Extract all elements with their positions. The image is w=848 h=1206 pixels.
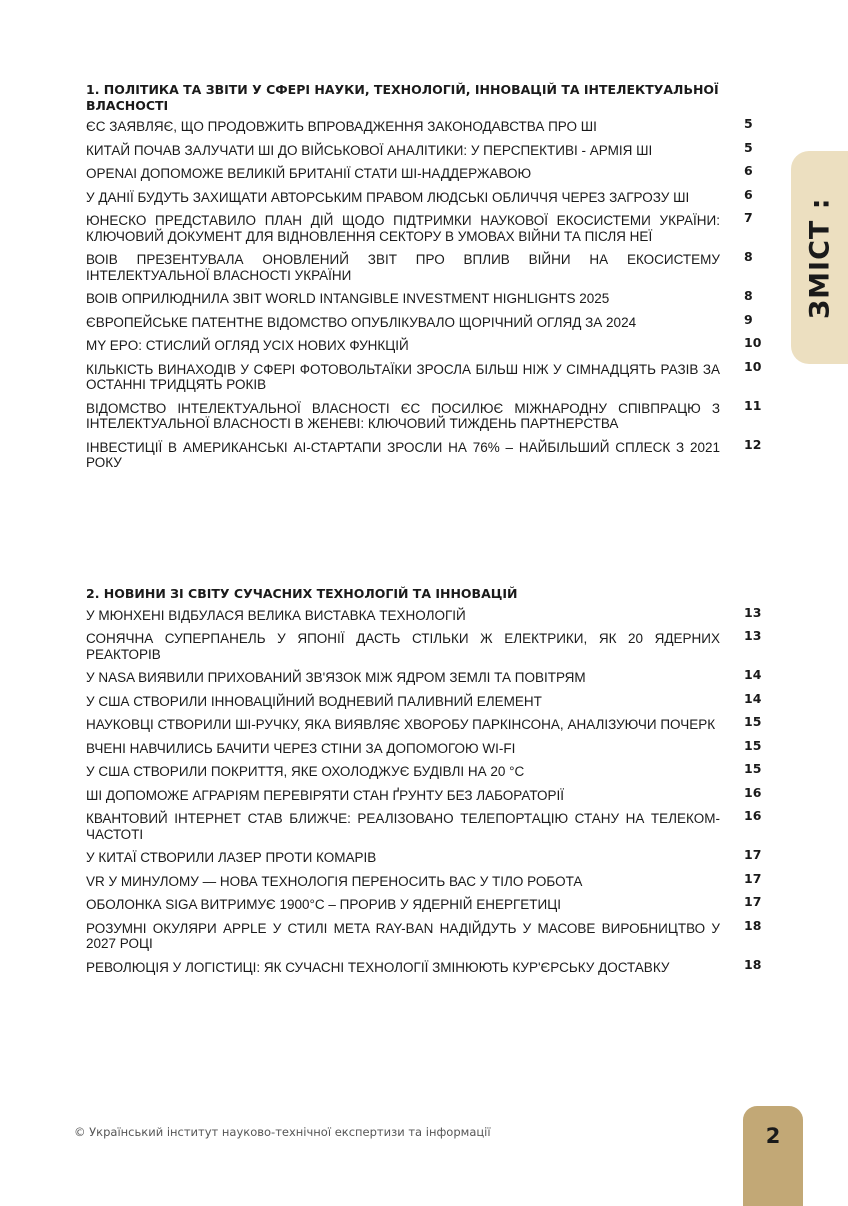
toc-entry-title[interactable]: У NASA ВИЯВИЛИ ПРИХОВАНИЙ ЗВ'ЯЗОК МІЖ ЯДРОМ ЗЕМЛІ ТА ПОВІТРЯМ <box>86 670 586 685</box>
toc-entry-title[interactable]: КВАНТОВИЙ ІНТЕРНЕТ СТАВ БЛИЖЧЕ: РЕАЛІЗОВАНО ТЕЛЕПОРТАЦІЮ СТАНУ НА ТЕЛЕКОМ-ЧАСТОТІ <box>86 811 720 842</box>
toc-entry[interactable] <box>86 210 762 244</box>
page-number-tab <box>743 1106 803 1206</box>
toc-entry-page-number[interactable]: 17 <box>744 847 762 862</box>
toc-entries <box>86 116 762 471</box>
toc-entry-title[interactable]: ВІДОМСТВО ІНТЕЛЕКТУАЛЬНОЇ ВЛАСНОСТІ ЄС ПОСИЛЮЄ МІЖНАРОДНУ СПІВПРАЦЮ З ІНТЕЛЕКТУАЛЬНОЇ ВЛАСНОСТІ В ЖЕНЕВІ: КЛЮЧОВИЙ ТИЖДЕНЬ ПАРТНЕРСТВА <box>86 400 720 431</box>
toc-entry-title[interactable]: ЄС ЗАЯВЛЯЄ, ЩО ПРОДОВЖИТЬ ВПРОВАДЖЕННЯ ЗАКОНОДАВСТВА ПРО ШІ <box>86 119 597 134</box>
toc-entry-page-number[interactable]: 17 <box>744 894 762 909</box>
toc-entry[interactable] <box>86 186 762 206</box>
toc-entry-page-number[interactable]: 10 <box>744 358 762 374</box>
toc-entry[interactable] <box>86 249 762 283</box>
toc-entry-title[interactable]: ВОІВ ОПРИЛЮДНИЛА ЗВІТ WORLD INTANGIBLE INVESTMENT HIGHLIGHTS 2025 <box>86 291 610 306</box>
toc-entry-title[interactable]: КІЛЬКІСТЬ ВИНАХОДІВ У СФЕРІ ФОТОВОЛЬТАЇКИ ЗРОСЛА БІЛЬШ НІЖ У СІМНАДЦЯТЬ РАЗІВ ЗА ОСТАННІ ТРИДЦЯТЬ РОКІВ <box>86 361 720 392</box>
toc-entry-title[interactable]: ОБОЛОНКА SIGA ВИТРИМУЄ 1900°C – ПРОРИВ У ЯДЕРНІЙ ЕНЕРГЕТИЦІ <box>86 897 561 912</box>
toc-entry-page-number[interactable]: 7 <box>744 210 753 225</box>
toc-entry-page-number[interactable]: 16 <box>744 808 762 823</box>
toc-entry[interactable] <box>86 667 762 686</box>
toc-entry[interactable] <box>86 163 762 182</box>
toc-entry[interactable] <box>86 847 762 866</box>
toc-entry-page-number[interactable]: 13 <box>744 628 762 643</box>
toc-entry[interactable] <box>86 628 762 662</box>
toc-entry-page-number[interactable]: 12 <box>744 436 762 452</box>
toc-entry-page-number[interactable]: 18 <box>744 917 762 933</box>
toc-entry[interactable] <box>86 894 762 913</box>
toc-entry-title[interactable]: КИТАЙ ПОЧАВ ЗАЛУЧАТИ ШІ ДО ВІЙСЬКОВОЇ АНАЛІТИКИ: У ПЕРСПЕКТИВІ - АРМІЯ ШІ <box>86 142 653 158</box>
section-title: 1. ПОЛІТИКА ТА ЗВІТИ У СФЕРІ НАУКИ, ТЕХНОЛОГІЙ, ІННОВАЦІЙ ТА ІНТЕЛЕКТУАЛЬНОЇ ВЛАСНОСТІ <box>86 82 719 113</box>
toc-entry-page-number[interactable]: 6 <box>744 186 753 202</box>
toc-entry-title[interactable]: ЮНЕСКО ПРЕДСТАВИЛО ПЛАН ДІЙ ЩОДО ПІДТРИМКИ НАУКОВОЇ ЕКОСИСТЕМИ УКРАЇНИ: КЛЮЧОВИЙ ДОКУМЕНТ ДЛЯ ВІДНОВЛЕННЯ СЕКТОРУ В УМОВАХ ВІЙНИ ТА ПІСЛЯ НЕЇ <box>86 213 720 244</box>
section-title: 2. НОВИНИ ЗІ СВІТУ СУЧАСНИХ ТЕХНОЛОГІЙ ТА ІННОВАЦІЙ <box>86 586 518 601</box>
toc-side-tab-label: ЗМІСТ : <box>804 197 836 319</box>
toc-entry-title[interactable]: У США СТВОРИЛИ ІННОВАЦІЙНИЙ ВОДНЕВИЙ ПАЛИВНИЙ ЕЛЕМЕНТ <box>86 693 542 709</box>
toc-entry[interactable] <box>86 436 762 471</box>
toc-entry[interactable] <box>86 690 762 710</box>
toc-entry-page-number[interactable]: 17 <box>744 870 762 886</box>
toc-entry[interactable] <box>86 358 762 393</box>
toc-entry-title[interactable]: ІНВЕСТИЦІЇ В АМЕРИКАНСЬКІ AI-СТАРТАПИ ЗРОСЛИ НА 76% – НАЙБІЛЬШИЙ СПЛЕСК З 2021 РОКУ <box>86 439 720 470</box>
toc-entry[interactable] <box>86 737 762 757</box>
toc-entry-title[interactable]: НАУКОВЦІ СТВОРИЛИ ШІ-РУЧКУ, ЯКА ВИЯВЛЯЄ ХВОРОБУ ПАРКІНСОНА, АНАЛІЗУЮЧИ ПОЧЕРК <box>86 717 716 732</box>
toc-entry-page-number[interactable]: 15 <box>744 761 762 776</box>
toc-entry-page-number[interactable]: 9 <box>744 311 753 327</box>
toc-entry-page-number[interactable]: 14 <box>744 667 762 682</box>
toc-entry-title[interactable]: СОНЯЧНА СУПЕРПАНЕЛЬ У ЯПОНІЇ ДАСТЬ СТІЛЬКИ Ж ЕЛЕКТРИКИ, ЯК 20 ЯДЕРНИХ РЕАКТОРІВ <box>86 631 720 662</box>
toc-entry-page-number[interactable]: 8 <box>744 249 753 264</box>
toc-entry[interactable] <box>86 761 762 780</box>
toc-entry[interactable] <box>86 956 762 976</box>
toc-entry[interactable] <box>86 808 762 842</box>
toc-entry-page-number[interactable]: 13 <box>744 604 762 620</box>
toc-entry-title[interactable]: VR У МИНУЛОМУ — НОВА ТЕХНОЛОГІЯ ПЕРЕНОСИТЬ ВАС У ТІЛО РОБОТА <box>86 873 583 889</box>
toc-entry[interactable] <box>86 917 762 952</box>
toc-entry-page-number[interactable]: 18 <box>744 956 762 972</box>
toc-entry-title[interactable]: У МЮНХЕНІ ВІДБУЛАСЯ ВЕЛИКА ВИСТАВКА ТЕХНОЛОГІЙ <box>86 607 466 623</box>
toc-entries <box>86 604 762 976</box>
toc-entry-page-number[interactable]: 15 <box>744 737 762 753</box>
toc-entry-title[interactable]: ВЧЕНІ НАВЧИЛИСЬ БАЧИТИ ЧЕРЕЗ СТІНИ ЗА ДОПОМОГОЮ WI-FI <box>86 740 516 756</box>
toc-entry-title[interactable]: РЕВОЛЮЦІЯ У ЛОГІСТИЦІ: ЯК СУЧАСНІ ТЕХНОЛОГІЇ ЗМІНЮЮТЬ КУР'ЄРСЬКУ ДОСТАВКУ <box>86 959 670 975</box>
toc-section-2 <box>86 586 762 983</box>
toc-entry-title[interactable]: У КИТАЇ СТВОРИЛИ ЛАЗЕР ПРОТИ КОМАРІВ <box>86 850 377 865</box>
toc-entry[interactable] <box>86 784 762 804</box>
toc-entry-title[interactable]: ШІ ДОПОМОЖЕ АГРАРІЯМ ПЕРЕВІРЯТИ СТАН ҐРУНТУ БЕЗ ЛАБОРАТОРІЇ <box>86 787 564 803</box>
toc-entry-page-number[interactable]: 5 <box>744 116 753 131</box>
toc-entry[interactable] <box>86 714 762 733</box>
toc-entry[interactable] <box>86 604 762 624</box>
page-number: 2 <box>765 1124 781 1148</box>
toc-entry-page-number[interactable]: 16 <box>744 784 762 800</box>
toc-entry-title[interactable]: OPENAI ДОПОМОЖЕ ВЕЛИКІЙ БРИТАНІЇ СТАТИ ШІ-НАДДЕРЖАВОЮ <box>86 166 532 181</box>
toc-entry-page-number[interactable]: 5 <box>744 139 753 155</box>
toc-entry-page-number[interactable]: 6 <box>744 163 753 178</box>
toc-entry[interactable] <box>86 870 762 890</box>
toc-entry-title[interactable]: РОЗУМНІ ОКУЛЯРИ APPLE У СТИЛІ META RAY-BAN НАДІЙДУТЬ У МАСОВЕ ВИРОБНИЦТВО У 2027 РОЦІ <box>86 920 720 951</box>
toc-section-1 <box>86 82 762 479</box>
toc-entry[interactable] <box>86 288 762 307</box>
toc-entry-page-number[interactable]: 11 <box>744 397 762 413</box>
toc-entry-title[interactable]: У США СТВОРИЛИ ПОКРИТТЯ, ЯКЕ ОХОЛОДЖУЄ БУДІВЛІ НА 20 °C <box>86 764 525 779</box>
toc-entry-page-number[interactable]: 15 <box>744 714 762 729</box>
toc-entry-page-number[interactable]: 10 <box>744 335 762 350</box>
toc-entry[interactable] <box>86 397 762 432</box>
toc-entry-title[interactable]: ЄВРОПЕЙСЬКЕ ПАТЕНТНЕ ВІДОМСТВО ОПУБЛІКУВАЛО ЩОРІЧНИЙ ОГЛЯД ЗА 2024 <box>86 314 637 330</box>
toc-entry-page-number[interactable]: 8 <box>744 288 753 303</box>
toc-entry-title[interactable]: MY EPO: СТИСЛИЙ ОГЛЯД УСІХ НОВИХ ФУНКЦІЙ <box>86 338 409 353</box>
footer-copyright: © Український інститут науково-технічної експертизи та інформації <box>74 1125 491 1139</box>
toc-entry-page-number[interactable]: 14 <box>744 690 762 706</box>
toc-entry-title[interactable]: У ДАНІЇ БУДУТЬ ЗАХИЩАТИ АВТОРСЬКИМ ПРАВОМ ЛЮДСЬКІ ОБЛИЧЧЯ ЧЕРЕЗ ЗАГРОЗУ ШІ <box>86 189 690 205</box>
toc-entry[interactable] <box>86 335 762 354</box>
toc-entry[interactable] <box>86 116 762 135</box>
toc-entry[interactable] <box>86 311 762 331</box>
toc-entry[interactable] <box>86 139 762 159</box>
toc-entry-title[interactable]: ВОІВ ПРЕЗЕНТУВАЛА ОНОВЛЕНИЙ ЗВІТ ПРО ВПЛИВ ВІЙНИ НА ЕКОСИСТЕМУ ІНТЕЛЕКТУАЛЬНОЇ ВЛАСНОСТІ УКРАЇНИ <box>86 252 720 283</box>
